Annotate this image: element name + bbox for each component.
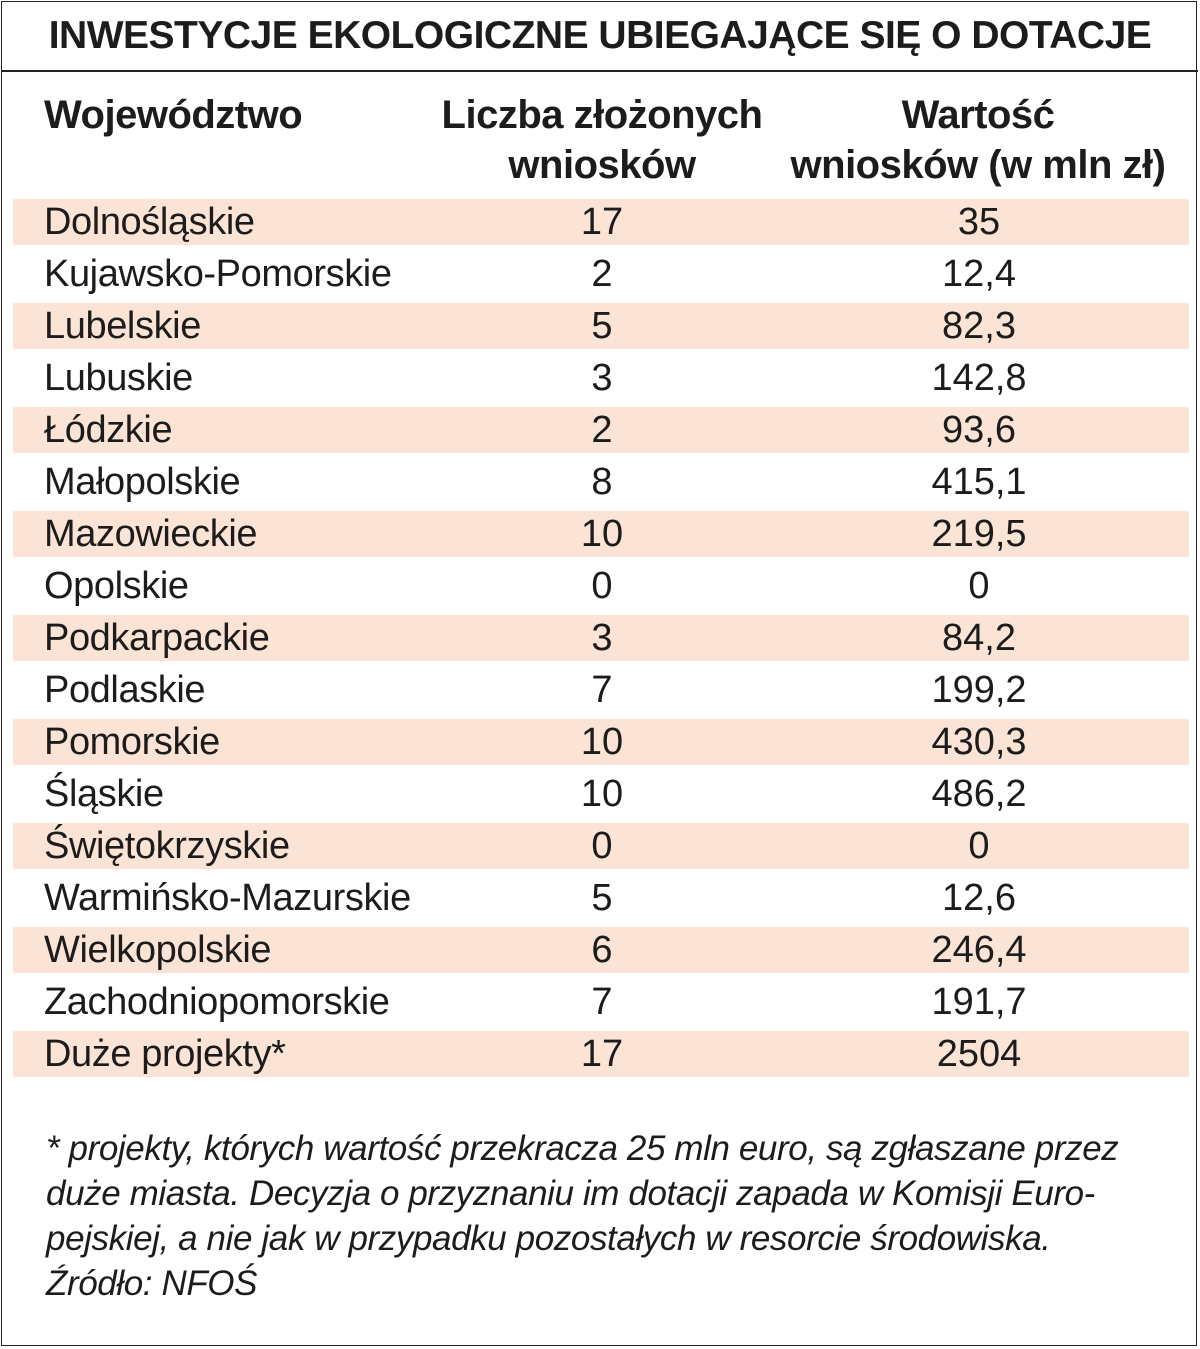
table-row [13, 615, 1189, 661]
cell-value: 2504 [936, 1033, 1022, 1075]
footnote [46, 1126, 1196, 1306]
cell-value: 430,3 [931, 721, 1027, 763]
table-row [13, 407, 1189, 453]
cell-count: 3 [591, 357, 613, 399]
table-row [13, 664, 1189, 716]
footnote-line: * projekty, których wartość przekracza 25 mln euro, są zgłaszane przez [46, 1129, 1119, 1168]
cell-count: 8 [591, 461, 613, 503]
cell-value: 35 [957, 201, 1001, 243]
cell-count: 3 [591, 617, 613, 659]
cell-count: 7 [591, 669, 613, 711]
cell-value: 0 [968, 825, 990, 867]
column-header-value-line-2: wniosków (w mln zł) [790, 143, 1166, 187]
cell-value: 199,2 [931, 669, 1027, 711]
column-header-value [768, 90, 1188, 190]
cell-region: Lubelskie [44, 305, 201, 347]
footnote-line: duże miasta. Decyzja o przyznaniu im dotacji zapada w Komisji Euro- [46, 1174, 1095, 1213]
footnote-source: Źródło: NFOŚ [46, 1264, 258, 1303]
cell-region: Podlaskie [44, 669, 206, 711]
table-row [13, 768, 1189, 820]
cell-region: Warmińsko-Mazurskie [44, 877, 411, 919]
cell-region: Małopolskie [44, 461, 241, 503]
cell-region: Świętokrzyskie [44, 825, 290, 867]
footnote-line: pejskiej, a nie jak w przypadku pozostałych w resorcie środowiska. [46, 1219, 1051, 1258]
cell-count: 17 [580, 201, 624, 243]
table-row [13, 456, 1189, 508]
table-row [13, 976, 1189, 1028]
cell-region: Kujawsko-Pomorskie [44, 253, 392, 295]
cell-region: Pomorskie [44, 721, 220, 763]
cell-count: 2 [591, 409, 613, 451]
table-row [13, 872, 1189, 924]
table-row [13, 823, 1189, 869]
table-row [13, 303, 1189, 349]
cell-count: 10 [580, 773, 624, 815]
cell-count: 6 [591, 929, 613, 971]
cell-region: Podkarpackie [44, 617, 270, 659]
cell-region: Duże projekty* [44, 1033, 286, 1075]
cell-region: Łódzkie [44, 409, 173, 451]
table-row [13, 248, 1189, 300]
column-header-region: Województwo [44, 93, 303, 137]
cell-region: Lubuskie [44, 357, 193, 399]
column-header-value-line-1: Wartość [901, 93, 1055, 137]
page-title: INWESTYCJE EKOLOGICZNE UBIEGAJĄCE SIĘ O DOTACJE [2, 2, 1198, 72]
cell-count: 10 [580, 513, 624, 555]
cell-region: Mazowieckie [44, 513, 258, 555]
cell-count: 0 [591, 565, 613, 607]
cell-count: 2 [591, 253, 613, 295]
cell-count: 10 [580, 721, 624, 763]
table-row [13, 511, 1189, 557]
data-table-body [13, 196, 1189, 1080]
cell-value: 12,6 [942, 877, 1016, 919]
cell-value: 12,4 [942, 253, 1016, 295]
cell-region: Zachodniopomorskie [44, 981, 390, 1023]
infographic-frame [1, 1, 1197, 1346]
cell-value: 82,3 [942, 305, 1016, 347]
cell-value: 191,7 [931, 981, 1027, 1023]
table-row [13, 560, 1189, 612]
cell-region: Śląskie [44, 773, 164, 815]
cell-value: 0 [968, 565, 990, 607]
cell-value: 415,1 [931, 461, 1027, 503]
cell-count: 5 [591, 877, 613, 919]
cell-count: 7 [591, 981, 613, 1023]
cell-value: 219,5 [931, 513, 1027, 555]
cell-region: Wielkopolskie [44, 929, 272, 971]
table-row [13, 927, 1189, 973]
cell-region: Dolnośląskie [44, 201, 255, 243]
column-header-count-line-2: wniosków [508, 143, 696, 187]
table-row [13, 199, 1189, 245]
cell-value: 142,8 [931, 357, 1027, 399]
table-row [13, 719, 1189, 765]
cell-region: Opolskie [44, 565, 189, 607]
cell-count: 0 [591, 825, 613, 867]
column-header-count-line-1: Liczba złożonych [441, 93, 763, 137]
table-row [13, 1031, 1189, 1077]
cell-value: 246,4 [931, 929, 1027, 971]
cell-value: 84,2 [942, 617, 1016, 659]
cell-value: 486,2 [931, 773, 1027, 815]
cell-count: 17 [580, 1033, 624, 1075]
column-header-count [432, 90, 772, 190]
table-row [13, 352, 1189, 404]
cell-value: 93,6 [942, 409, 1016, 451]
cell-count: 5 [591, 305, 613, 347]
